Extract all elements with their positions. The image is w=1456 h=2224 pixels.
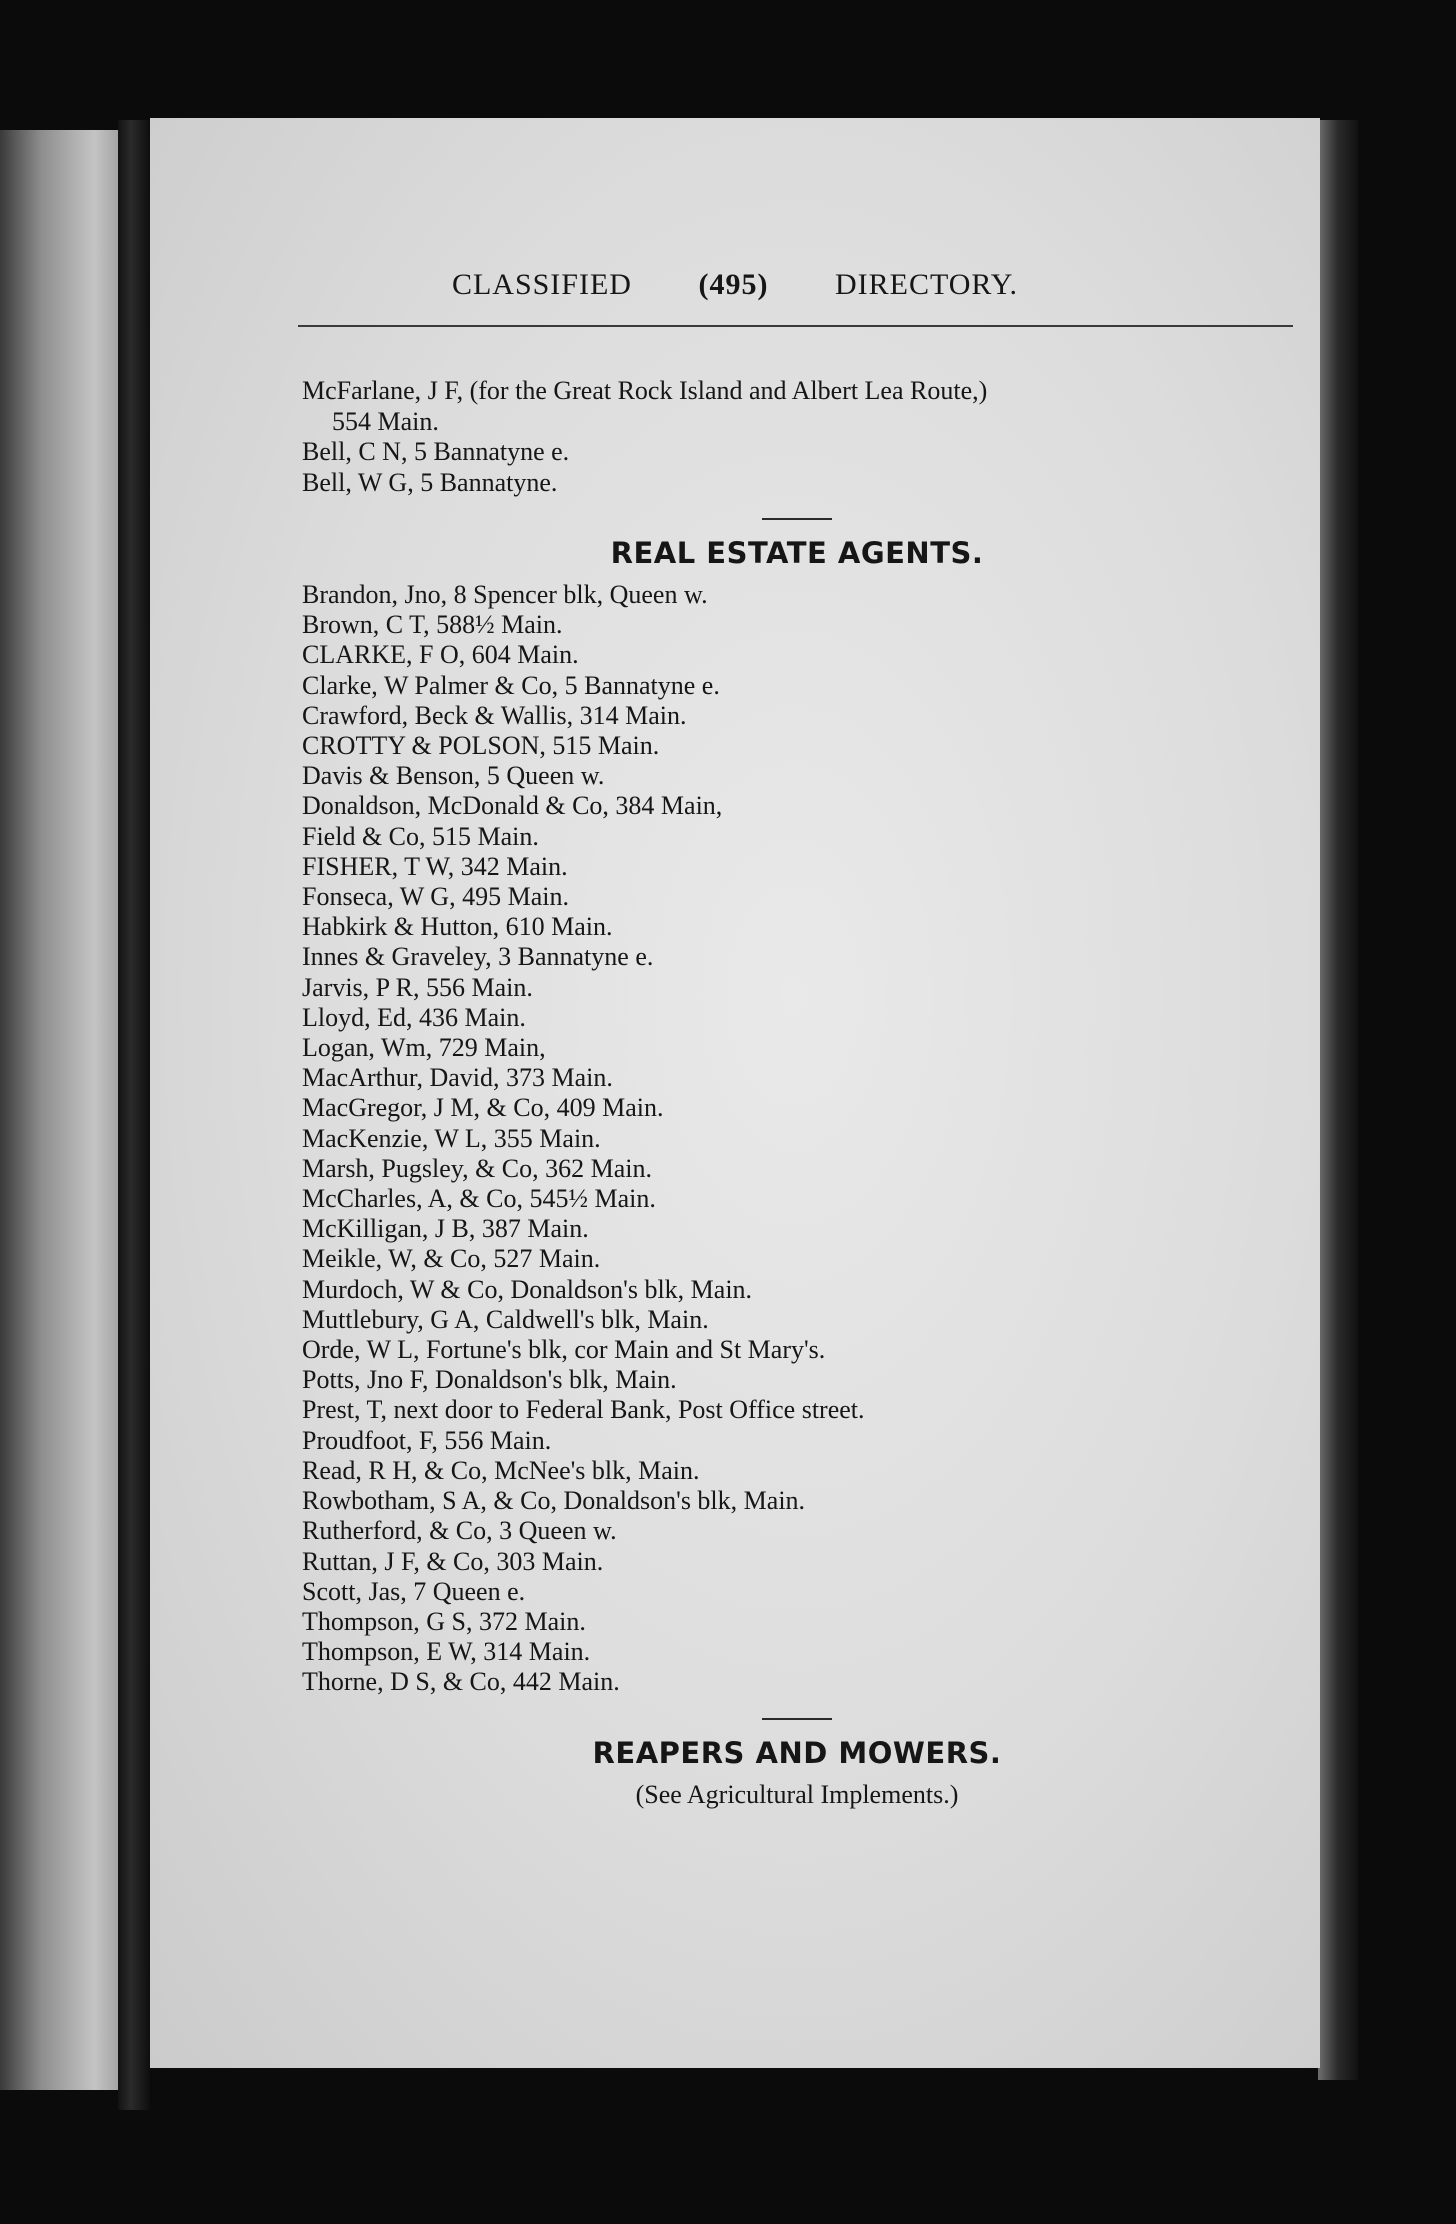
listing-entry: Crawford, Beck & Wallis, 314 Main. — [302, 700, 687, 730]
listing-entry: Rowbotham, S A, & Co, Donaldson's blk, Main. — [302, 1486, 806, 1516]
listing-entry: Lloyd, Ed, 436 Main. — [302, 1002, 526, 1032]
listing-entry: MacKenzie, W L, 355 Main. — [302, 1123, 601, 1153]
listing-entry: McFarlane, J F, (for the Great Rock Island and Albert Lea Route,) — [302, 376, 988, 405]
listing-entry-continuation: 554 Main. — [332, 406, 439, 436]
listing-entry: FISHER, T W, 342 Main. — [302, 851, 568, 881]
listing-entry: Fonseca, W G, 495 Main. — [302, 882, 569, 912]
listing-entry: Davis & Benson, 5 Queen w. — [302, 761, 605, 791]
header-right-text: DIRECTORY. — [834, 268, 1019, 301]
listing-entry: Meikle, W, & Co, 527 Main. — [302, 1244, 601, 1274]
book-gutter — [118, 120, 150, 2110]
listing-entry: Prest, T, next door to Federal Bank, Post Office street. — [302, 1395, 865, 1425]
listing-entry: Jarvis, P R, 556 Main. — [302, 972, 533, 1002]
listing-entry: Scott, Jas, 7 Queen e. — [302, 1576, 526, 1606]
real-estate-agents-list — [302, 580, 1292, 1698]
listing-entry: Logan, Wm, 729 Main, — [302, 1033, 546, 1063]
page-number: (495) — [698, 268, 769, 301]
page-body — [302, 376, 1292, 1810]
listing-entry: Thompson, E W, 314 Main. — [302, 1637, 591, 1667]
listing-entry: MacGregor, J M, & Co, 409 Main. — [302, 1093, 664, 1123]
previous-page-edge — [0, 130, 118, 2090]
cross-reference-note: (See Agricultural Implements.) — [635, 1779, 959, 1809]
listing-entry: Brandon, Jno, 8 Spencer blk, Queen w. — [302, 580, 708, 609]
listing-entry: Bell, C N, 5 Bannatyne e. — [302, 437, 570, 466]
header-left-text: CLASSIFIED — [451, 268, 632, 301]
listing-entry: Rutherford, & Co, 3 Queen w. — [302, 1516, 617, 1546]
directory-page — [150, 118, 1320, 2068]
listing-entry: Marsh, Pugsley, & Co, 362 Main. — [302, 1153, 653, 1183]
listing-entry: McKilligan, J B, 387 Main. — [302, 1214, 589, 1244]
section-heading-reapers-and-mowers: REAPERS AND MOWERS. — [592, 1735, 1002, 1770]
page-stack-edge — [1318, 120, 1358, 2080]
listing-entry: CLARKE, F O, 604 Main. — [302, 640, 579, 670]
listing-entry: Innes & Graveley, 3 Bannatyne e. — [302, 942, 654, 972]
listing-entry: Thorne, D S, & Co, 442 Main. — [302, 1667, 620, 1697]
listing-entry: McCharles, A, & Co, 545½ Main. — [302, 1184, 656, 1214]
page-header — [150, 268, 1320, 302]
listing-entry: Field & Co, 515 Main. — [302, 821, 539, 851]
listing-entry: Bell, W G, 5 Bannatyne. — [302, 467, 558, 497]
listing-entry: MacArthur, David, 373 Main. — [302, 1063, 613, 1093]
listing-entry: Donaldson, McDonald & Co, 384 Main, — [302, 791, 723, 821]
listing-entry: Murdoch, W & Co, Donaldson's blk, Main. — [302, 1274, 753, 1304]
listing-entry: Clarke, W Palmer & Co, 5 Bannatyne e. — [302, 670, 720, 700]
listing-entry: Read, R H, & Co, McNee's blk, Main. — [302, 1455, 700, 1485]
section-separator — [762, 1718, 832, 1720]
listing-entry: CROTTY & POLSON, 515 Main. — [302, 731, 660, 761]
listing-entry: Proudfoot, F, 556 Main. — [302, 1425, 552, 1455]
listing-entry: Brown, C T, 588½ Main. — [302, 610, 563, 640]
listing-entry: Orde, W L, Fortune's blk, cor Main and St Mary's. — [302, 1335, 826, 1365]
continued-entries — [302, 376, 1292, 498]
listing-entry: Habkirk & Hutton, 610 Main. — [302, 912, 613, 942]
header-rule — [298, 325, 1293, 327]
section-separator — [762, 518, 832, 520]
section-heading-real-estate-agents: REAL ESTATE AGENTS. — [610, 536, 984, 570]
listing-entry: Thompson, G S, 372 Main. — [302, 1606, 586, 1636]
listing-entry: Potts, Jno F, Donaldson's blk, Main. — [302, 1365, 677, 1395]
listing-entry: Muttlebury, G A, Caldwell's blk, Main. — [302, 1304, 709, 1334]
listing-entry: Ruttan, J F, & Co, 303 Main. — [302, 1546, 604, 1576]
